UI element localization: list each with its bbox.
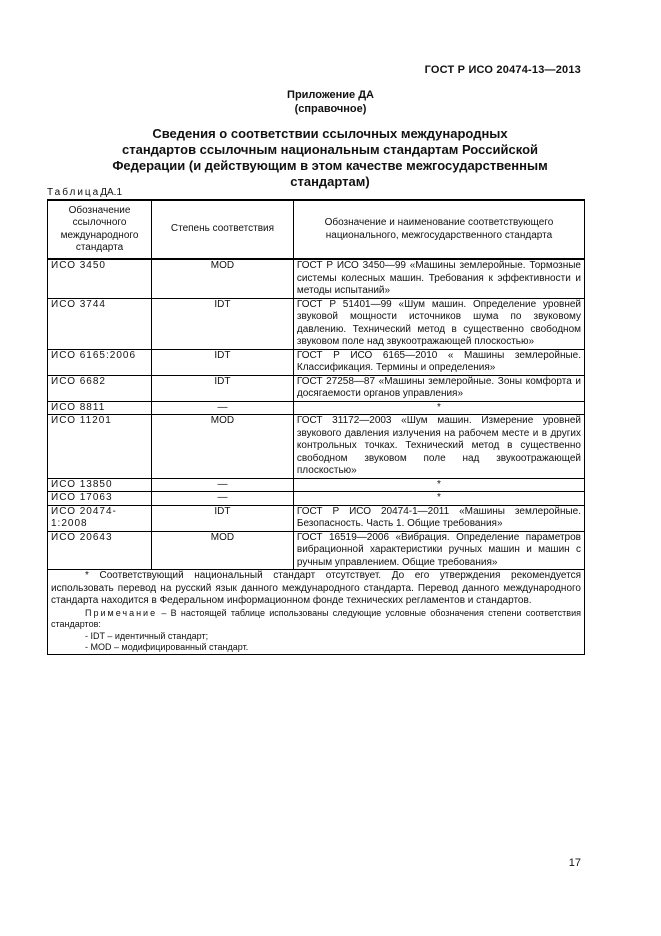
national-standard-name: ГОСТ Р ИСО 3450—99 «Машины землеройные. Тормозные системы колесных машин. Требования к эффективности и методы испытаний»	[293, 259, 584, 298]
table-row	[48, 349, 585, 375]
table-row	[48, 492, 585, 506]
degree-of-correspondence: MOD	[152, 259, 294, 298]
table-header-row	[48, 200, 585, 259]
degree-of-correspondence: —	[152, 478, 294, 492]
national-standard-name: *	[293, 401, 584, 415]
legend-item-mod: - MOD – модифицированный стандарт.	[85, 642, 249, 652]
intl-standard-code: ИСО 17063	[48, 492, 152, 506]
table-label-prefix: Таблица	[47, 187, 101, 198]
intl-standard-code: ИСО 13850	[48, 478, 152, 492]
table-label	[47, 187, 122, 198]
degree-of-correspondence: IDT	[152, 298, 294, 349]
national-standard-name: ГОСТ 16519—2006 «Вибрация. Определение параметров вибрационной характеристики ручных машин и машин с ручным управлением. Общие требования»	[293, 531, 584, 570]
table-notes	[48, 570, 585, 655]
table-row	[48, 401, 585, 415]
legend-item-idt: - IDT – идентичный стандарт;	[85, 630, 209, 641]
annex-subtitle: (справочное)	[294, 103, 367, 115]
intl-standard-code: ИСО 8811	[48, 401, 152, 415]
table-row	[48, 298, 585, 349]
header-degree: Степень соответствия	[152, 200, 294, 259]
intl-standard-code: ИСО 20474-1:2008	[48, 505, 152, 531]
table-row	[48, 478, 585, 492]
correspondence-table	[47, 199, 585, 655]
document-title	[70, 126, 590, 190]
degree-of-correspondence: MOD	[152, 415, 294, 479]
note-paragraph	[51, 608, 581, 631]
degree-of-correspondence: IDT	[152, 349, 294, 375]
header-national-standard: Обозначение и наименование соответствующего национального, межгосударственного стандарта	[293, 200, 584, 259]
degree-of-correspondence: IDT	[152, 505, 294, 531]
degree-of-correspondence: IDT	[152, 375, 294, 401]
degree-of-correspondence: MOD	[152, 531, 294, 570]
national-standard-name: ГОСТ Р ИСО 6165—2010 « Машины землеройные. Классификация. Термины и определения»	[293, 349, 584, 375]
intl-standard-code: ИСО 20643	[48, 531, 152, 570]
intl-standard-code: ИСО 6165:2006	[48, 349, 152, 375]
table-row	[48, 531, 585, 570]
intl-standard-code: ИСО 6682	[48, 375, 152, 401]
standard-code-header: ГОСТ Р ИСО 20474-13—2013	[424, 64, 581, 76]
note-label: Примечание	[85, 607, 158, 618]
intl-standard-code: ИСО 11201	[48, 415, 152, 479]
national-standard-name: *	[293, 492, 584, 506]
header-intl-standard: Обозначение ссылочного международного стандарта	[48, 200, 152, 259]
degree-of-correspondence: —	[152, 401, 294, 415]
note-text: – В настоящей таблице использованы следующие условные обозначения степени соответствия стандартов:	[51, 607, 581, 629]
national-standard-name: ГОСТ 27258—87 «Машины землеройные. Зоны комфорта и досягаемости органов управления»	[293, 375, 584, 401]
national-standard-name: ГОСТ 31172—2003 «Шум машин. Измерение уровней звукового давления излучения на рабочем месте и в других контрольных точках. Технический метод в существенно свободном звуковом поле над звукоотражающей плоскостью»	[293, 415, 584, 479]
table-row	[48, 505, 585, 531]
table-row	[48, 375, 585, 401]
title-line: Сведения о соответствии ссылочных международных	[152, 126, 508, 141]
title-line: Федерации (и действующим в этом качестве межгосударственным	[112, 158, 548, 173]
table-row	[48, 259, 585, 298]
footnote-text: * Соответствующий национальный стандарт отсутствует. До его утверждения рекомендуется использовать перевод на русский язык данного международного стандарта. Перевод данного международного стандарта находится в Федеральном информационном фонде технических регламентов и стандартов.	[51, 570, 581, 606]
intl-standard-code: ИСО 3744	[48, 298, 152, 349]
annex-heading	[0, 88, 661, 116]
table-notes-row	[48, 570, 585, 655]
annex-title: Приложение ДА	[287, 89, 374, 101]
title-line: стандартов ссылочным национальным стандартам Российской	[122, 142, 538, 157]
national-standard-name: ГОСТ Р ИСО 20474-1—2011 «Машины землеройные. Безопасность. Часть 1. Общие требования»	[293, 505, 584, 531]
title-line: стандартам)	[290, 174, 370, 189]
table-row	[48, 415, 585, 479]
page-number: 17	[568, 857, 581, 869]
national-standard-name: *	[293, 478, 584, 492]
intl-standard-code: ИСО 3450	[48, 259, 152, 298]
degree-of-correspondence: —	[152, 492, 294, 506]
national-standard-name: ГОСТ Р 51401—99 «Шум машин. Определение уровней звуковой мощности источников шума по звуковому давлению. Технический метод в существенно свободном звуковом поле над звукоотражающей плоскостью»	[293, 298, 584, 349]
table-label-number: ДА.1	[100, 187, 123, 198]
